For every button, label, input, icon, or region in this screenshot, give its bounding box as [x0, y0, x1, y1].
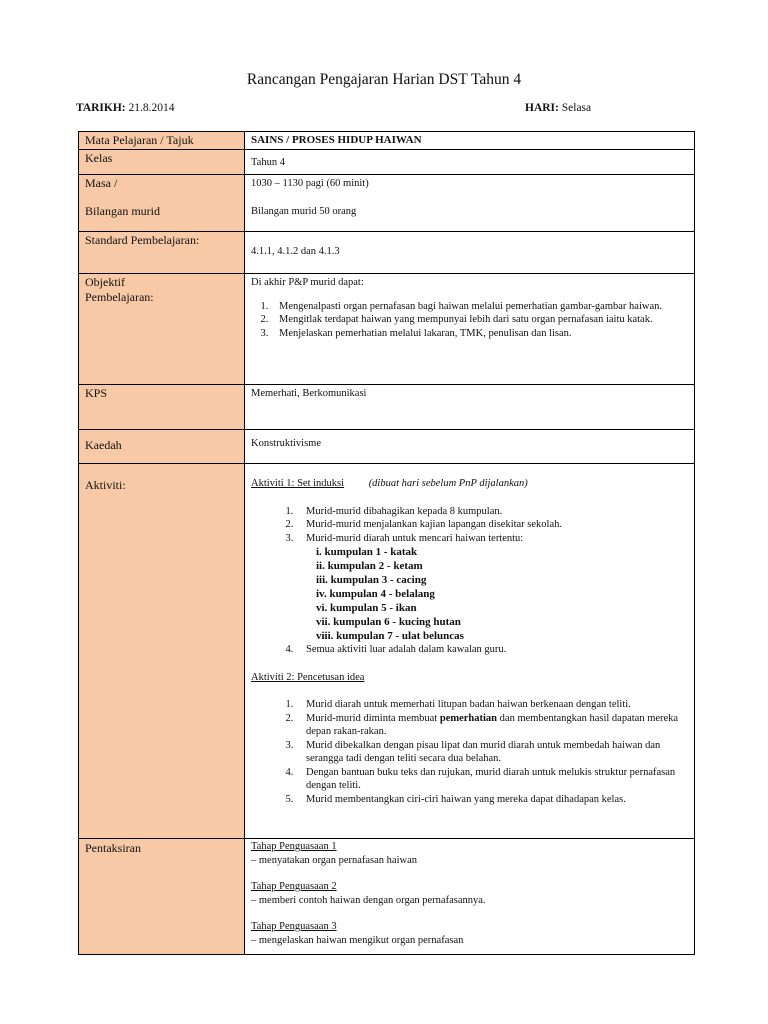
activity-1-item — [296, 532, 689, 644]
group-item: vi. kumpulan 5 - ikan — [316, 602, 417, 614]
group-item: iii. kumpulan 3 - cacing — [316, 574, 427, 586]
label-class: Kelas — [79, 150, 245, 175]
label-subject: Mata Pelajaran / Tajuk — [79, 132, 245, 150]
value-time-1: 1030 – 1130 pagi (60 minit) — [251, 178, 369, 189]
row-class — [79, 150, 695, 175]
activity-2-list — [251, 698, 689, 806]
value-class: Tahun 4 — [245, 150, 695, 175]
row-subject — [79, 132, 695, 150]
page-title: Rancangan Pengajaran Harian DST Tahun 4 — [246, 71, 522, 88]
label-time — [79, 175, 245, 232]
activity-2-item-pre: Murid-murid diminta membuat — [306, 712, 440, 724]
value-objective — [245, 274, 695, 385]
date-field — [76, 102, 175, 114]
value-subject: SAINS / PROSES HIDUP HAIWAN — [245, 132, 695, 150]
row-standard — [79, 232, 695, 274]
activity-1-note: (dibuat hari sebelum PnP dijalankan) — [368, 478, 528, 489]
row-method — [79, 430, 695, 464]
label-standard: Standard Pembelajaran: — [79, 232, 245, 274]
date-label: TARIKH: — [76, 102, 126, 114]
label-time-2: Bilangan murid — [85, 204, 160, 218]
activity-2-item: 4. Dengan bantuan buku teks dan rujukan, murid diarah untuk melukis struktur pernafasan dengan teliti. — [296, 766, 689, 793]
activity-1-item: 4. Semua aktiviti luar adalah dalam kawalan guru. — [296, 643, 689, 657]
activity-1-heading — [251, 477, 689, 491]
assessment-level-desc: – menyatakan organ pernafasan haiwan — [251, 854, 417, 866]
label-kps: KPS — [79, 385, 245, 430]
lesson-plan-table — [78, 131, 695, 955]
group-item: iv. kumpulan 4 - belalang — [316, 588, 435, 600]
group-item: ii. kumpulan 2 - ketam — [316, 560, 423, 572]
activity-1-item: 1. Murid-murid dibahagikan kepada 8 kumpulan. — [296, 505, 689, 519]
value-assessment — [245, 839, 695, 955]
label-activity: Aktiviti: — [79, 464, 245, 839]
group-item: i. kumpulan 1 - katak — [316, 546, 418, 558]
group-list — [306, 545, 689, 643]
day-field — [525, 102, 591, 114]
assessment-level-desc: – mengelaskan haiwan mengikut organ pernafasan — [251, 934, 464, 946]
objective-item: 3. Menjelaskan pemerhatian melalui lakaran, TMK, penulisan dan lisan. — [271, 327, 689, 341]
value-time-2: Bilangan murid 50 orang — [251, 205, 357, 217]
row-activity — [79, 464, 695, 839]
assessment-level-desc: – memberi contoh haiwan dengan organ pernafasannya. — [251, 894, 486, 906]
label-time-1: Masa / — [85, 176, 118, 190]
row-assessment — [79, 839, 695, 955]
row-time — [79, 175, 695, 232]
value-activity — [245, 464, 695, 839]
activity-2-item — [296, 712, 689, 739]
value-time — [245, 175, 695, 232]
row-objective — [79, 274, 695, 385]
assessment-level-title: Tahap Penguasaan 2 — [251, 881, 337, 892]
activity-1-list — [251, 505, 689, 657]
assessment-level-title: Tahap Penguasaan 1 — [251, 841, 337, 852]
activity-2-item-emphasis: pemerhatian — [439, 712, 498, 724]
date-value: 21.8.2014 — [128, 102, 175, 114]
activity-2-item: 5. Murid membentangkan ciri-ciri haiwan yang mereka dapat dihadapan kelas. — [296, 793, 689, 807]
value-method: Konstruktivisme — [245, 430, 695, 464]
day-value: Selasa — [561, 102, 592, 114]
activity-2-title: Aktiviti 2: Pencetusan idea — [251, 671, 365, 683]
activity-2-item: 3. Murid dibekalkan dengan pisau lipat dan murid diarah untuk membedah haiwan dan serangga tadi dengan teliti secara dua belahan. — [296, 739, 689, 766]
label-objective — [79, 274, 245, 385]
group-item: viii. kumpulan 7 - ulat beluncas — [316, 630, 464, 642]
objective-list — [251, 300, 689, 341]
row-kps — [79, 385, 695, 430]
label-method: Kaedah — [79, 430, 245, 464]
day-label: HARI: — [525, 102, 559, 114]
group-item: vii. kumpulan 6 - kucing hutan — [316, 616, 461, 628]
assessment-level-title: Tahap Penguasaan 3 — [251, 921, 337, 932]
value-kps: Memerhati, Berkomunikasi — [245, 385, 695, 430]
objective-item: 2. Mengitlak terdapat haiwan yang mempunyai lebih dari satu organ pernafasan iaitu katak. — [271, 313, 689, 327]
value-standard: 4.1.1, 4.1.2 dan 4.1.3 — [245, 232, 695, 274]
label-objective-1: Objektif — [85, 275, 125, 289]
label-assessment: Pentaksiran — [79, 839, 245, 955]
activity-2-item-post: dan membentangkan hasil dapatan mereka depan rakan-rakan. — [306, 712, 679, 737]
activity-1-item-text: Murid-murid diarah untuk mencari haiwan tertentu: — [306, 532, 524, 544]
activity-2-item: 1. Murid diarah untuk memerhati litupan badan haiwan berkenaan dengan teliti. — [296, 698, 689, 712]
label-objective-2: Pembelajaran: — [85, 290, 154, 304]
objective-item: 1. Mengenalpasti organ pernafasan bagi haiwan melalui pemerhatian gambar-gambar haiwan. — [271, 300, 689, 314]
objective-intro: Di akhir P&P murid dapat: — [251, 277, 364, 288]
activity-1-title: Aktiviti 1: Set induksi — [251, 478, 345, 489]
activity-1-item: 2. Murid-murid menjalankan kajian lapangan disekitar sekolah. — [296, 518, 689, 532]
